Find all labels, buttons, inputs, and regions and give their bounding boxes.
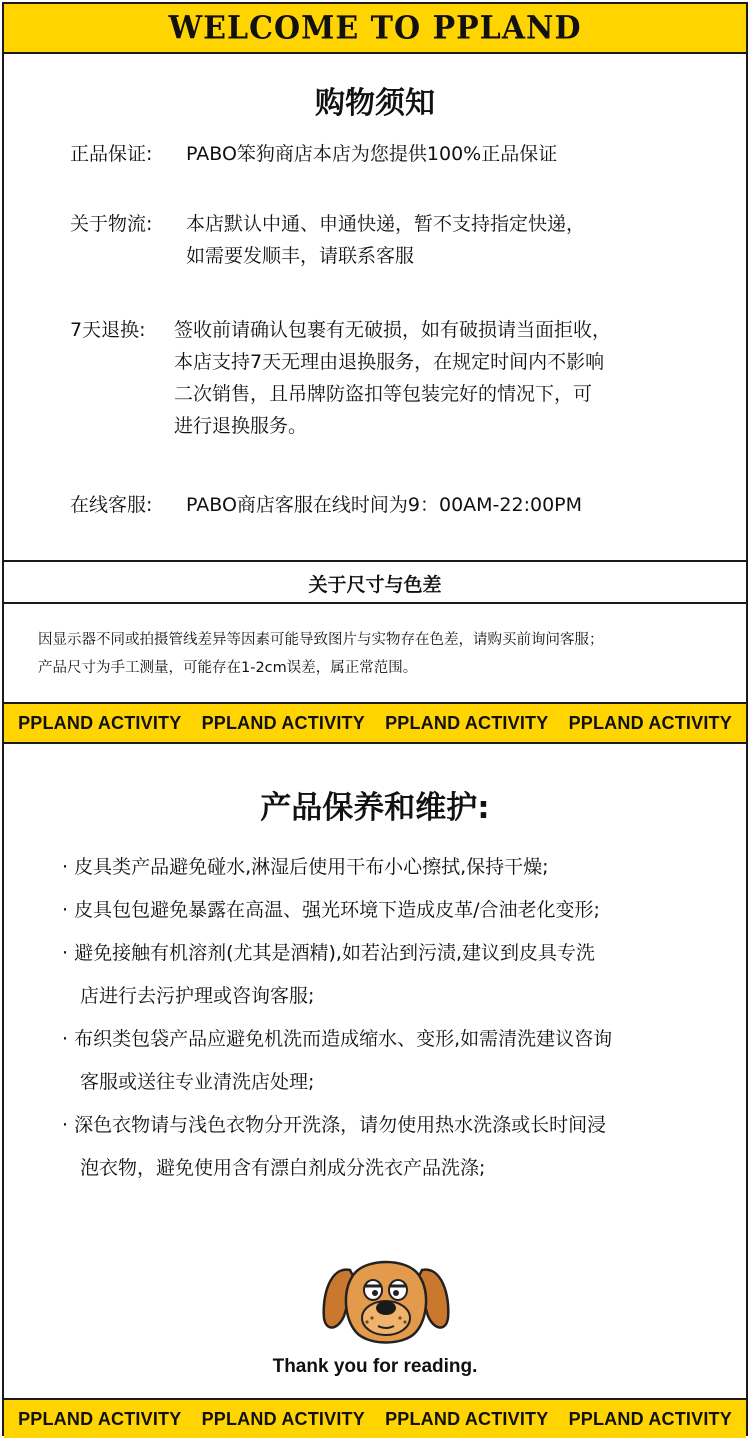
dog-mascot-icon — [320, 1256, 452, 1346]
notice-text — [186, 208, 585, 272]
activity-label: PPLAND ACTIVITY — [568, 1408, 732, 1429]
thanks-text: Thank you for reading. — [272, 1356, 478, 1377]
notice-line: PABO商店客服在线时间为9：00AM-22:00PM — [186, 494, 583, 516]
notice-label: 正品保证: — [70, 143, 153, 165]
size-line: 因显示器不同或拍摄管线差异等因素可能导致图片与实物存在色差，请购买前询问客服； — [38, 632, 604, 648]
activity-label: PPLAND ACTIVITY — [385, 1408, 549, 1429]
size-text — [38, 626, 604, 682]
section-divider — [4, 602, 746, 604]
size-title: 关于尺寸与色差 — [308, 574, 442, 596]
care-item: · 深色衣物请与浅色衣物分开洗涤，请勿使用热水洗涤或长时间浸 — [62, 1114, 607, 1136]
activity-label: PPLAND ACTIVITY — [18, 712, 182, 733]
activity-label: PPLAND ACTIVITY — [568, 712, 732, 733]
activity-label: PPLAND ACTIVITY — [201, 1408, 365, 1429]
activity-label: PPLAND ACTIVITY — [18, 1408, 182, 1429]
header-banner — [4, 4, 746, 54]
notice-line: 如需要发顺丰，请联系客服 — [186, 245, 415, 267]
care-item-continued: 泡衣物，避免使用含有漂白剂成分洗衣产品洗涤; — [80, 1157, 486, 1179]
section-divider — [4, 560, 746, 562]
notice-text — [186, 489, 582, 521]
care-item: · 避免接触有机溶剂(尤其是酒精),如若沾到污渍,建议到皮具专洗 — [62, 942, 595, 964]
shopping-notice-page — [2, 2, 748, 1436]
activity-label: PPLAND ACTIVITY — [385, 712, 549, 733]
header-title: WELCOME TO PPLAND — [168, 9, 582, 47]
notice-text — [174, 314, 611, 442]
notice-title: 购物须知 — [315, 86, 435, 121]
care-item-continued: 店进行去污护理或咨询客服; — [80, 985, 315, 1007]
care-item: · 皮具包包避免暴露在高温、强光环境下造成皮革/合油老化变形; — [62, 899, 600, 921]
notice-label: 在线客服: — [70, 494, 153, 516]
notice-label: 7天退换: — [70, 319, 146, 341]
activity-banner — [4, 702, 746, 744]
notice-line: 二次销售，且吊牌防盗扣等包装完好的情况下，可 — [174, 383, 593, 405]
notice-text — [186, 138, 557, 170]
size-line: 产品尺寸为手工测量，可能存在1-2cm误差，属正常范围。 — [38, 660, 418, 676]
care-title: 产品保养和维护: — [260, 790, 490, 826]
notice-line: PABO笨狗商店本店为您提供100%正品保证 — [186, 143, 558, 165]
care-list — [62, 846, 612, 1190]
notice-label: 关于物流: — [70, 213, 153, 235]
care-item: · 皮具类产品避免碰水,淋湿后使用干布小心擦拭,保持干燥; — [62, 856, 549, 878]
notice-line: 签收前请确认包裹有无破损，如有破损请当面拒收， — [174, 319, 612, 341]
activity-label: PPLAND ACTIVITY — [201, 712, 365, 733]
care-item: · 布织类包袋产品应避免机洗而造成缩水、变形,如需清洗建议咨询 — [62, 1028, 613, 1050]
notice-line: 本店默认中通、申通快递，暂不支持指定快递， — [186, 213, 586, 235]
care-item-continued: 客服或送往专业清洗店处理; — [80, 1071, 315, 1093]
notice-line: 进行退换服务。 — [174, 415, 308, 437]
activity-banner-bottom — [4, 1398, 746, 1438]
notice-line: 本店支持7天无理由退换服务，在规定时间内不影响 — [174, 351, 605, 373]
